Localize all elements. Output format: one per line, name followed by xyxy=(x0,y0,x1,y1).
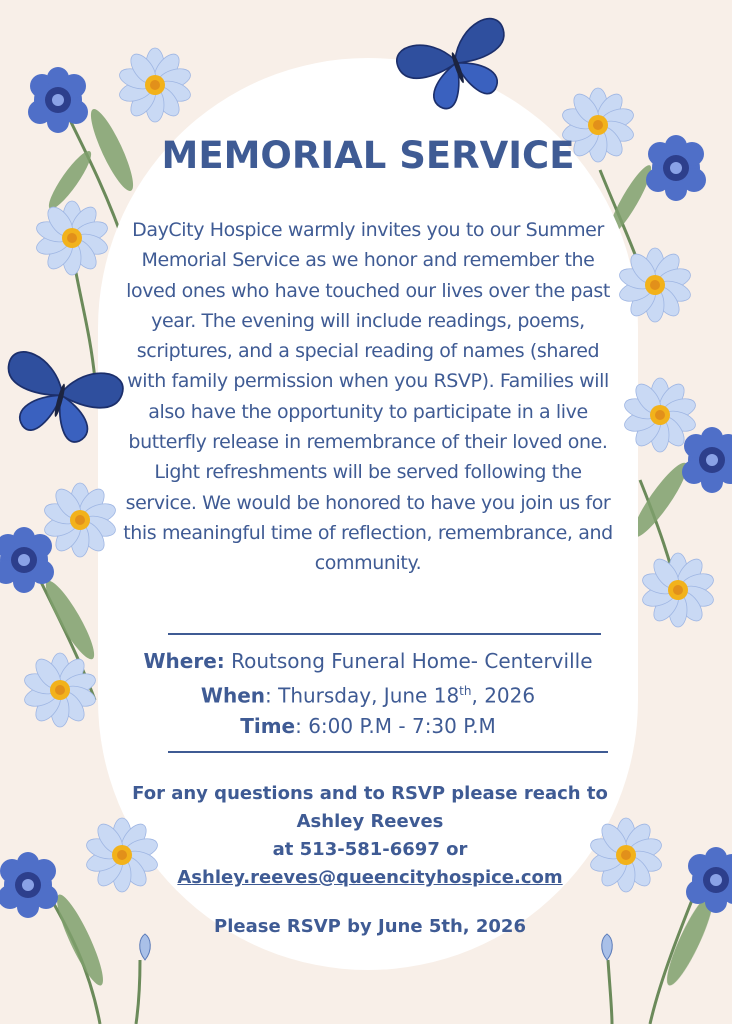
where-value: Routsong Funeral Home- Centerville xyxy=(224,649,593,673)
time-label: Time xyxy=(240,713,296,738)
time-row xyxy=(118,711,618,741)
when-suffix: th xyxy=(459,684,472,698)
contact-phone: at 513-581-6697 or xyxy=(272,839,468,860)
when-label: When xyxy=(200,683,265,708)
butterfly-left xyxy=(0,348,126,451)
when-row xyxy=(118,676,618,711)
contact-info xyxy=(110,780,630,892)
where-label: Where: xyxy=(143,649,225,673)
when-value: : Thursday, June 18 xyxy=(265,683,460,708)
divider-bottom xyxy=(168,751,608,753)
time-value: : 6:00 P.M - 7:30 P.M xyxy=(295,713,496,738)
butterfly-top xyxy=(393,14,522,119)
contact-email-link[interactable]: Ashley.reeves@queencityhospice.com xyxy=(177,867,563,888)
when-year: , 2026 xyxy=(471,683,536,708)
page-title: MEMORIAL SERVICE xyxy=(161,134,575,177)
divider-top xyxy=(168,633,601,635)
contact-line-1: For any questions and to RSVP please reach to xyxy=(132,783,608,804)
invitation-text: DayCity Hospice warmly invites you to our Summer Memorial Service as we honor and remember the loved ones who have touched our lives over the past year. The evening will include readings, poems, scriptures, and a special reading of names (shared with family permission when you RSVP). Families will also have the opportunity to participate in a live butterfly release in remembrance of their loved one. Light refreshments will be served following the service. We would be honored to have you join us for this meaningful time of reflection, remembrance, and community. xyxy=(123,219,613,575)
event-details xyxy=(118,646,618,741)
contact-name: Ashley Reeves xyxy=(296,811,444,832)
where-row xyxy=(118,646,618,676)
rsvp-deadline: Please RSVP by June 5th, 2026 xyxy=(214,916,526,937)
